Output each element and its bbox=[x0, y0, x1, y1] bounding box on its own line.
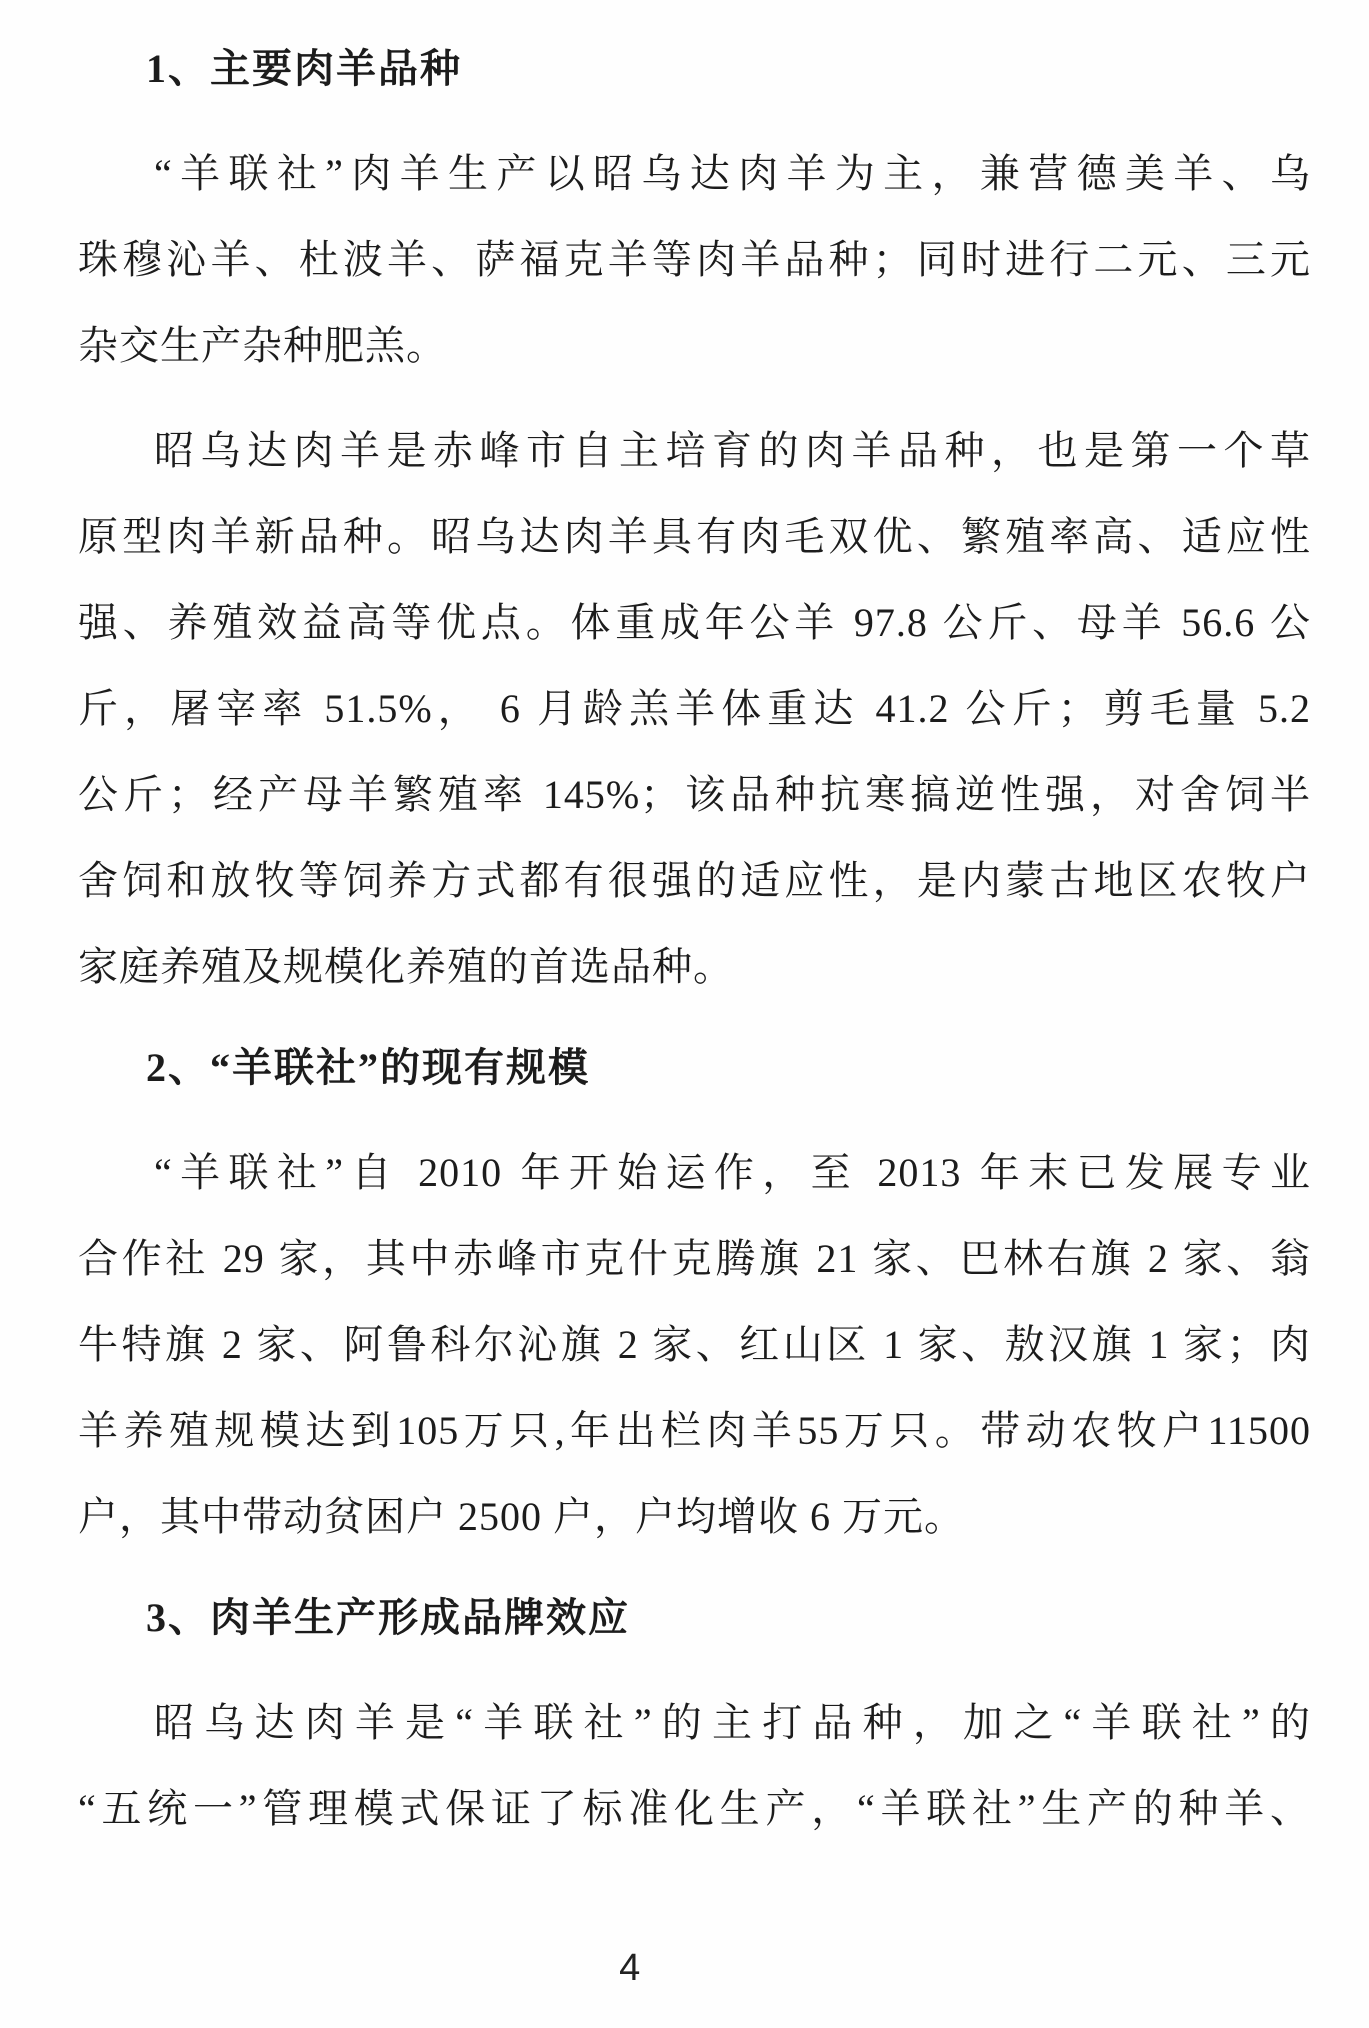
text-line: 斤，屠宰率 51.5%， 6 月龄羔羊体重达 41.2 公斤；剪毛量 5.2 bbox=[78, 686, 1311, 731]
page-number: 4 bbox=[619, 1947, 641, 1989]
text-line: 强、养殖效益高等优点。体重成年公羊 97.8 公斤、母羊 56.6 公 bbox=[78, 600, 1311, 645]
text-line: “羊联社”肉羊生产以昭乌达肉羊为主，兼营德美羊、乌 bbox=[154, 151, 1311, 196]
text-line: 1、主要肉羊品种 bbox=[146, 46, 462, 91]
text-line: “五统一”管理模式保证了标准化生产，“羊联社”生产的种羊、 bbox=[78, 1786, 1311, 1831]
text-line: 羊养殖规模达到105万只,年出栏肉羊55万只。带动农牧户11500 bbox=[78, 1408, 1311, 1453]
text-line: 牛特旗 2 家、阿鲁科尔沁旗 2 家、红山区 1 家、敖汉旗 1 家；肉 bbox=[78, 1322, 1311, 1367]
text-line: 户，其中带动贫困户 2500 户，户均增收 6 万元。 bbox=[78, 1494, 965, 1539]
text-line: 原型肉羊新品种。昭乌达肉羊具有肉毛双优、繁殖率高、适应性 bbox=[78, 514, 1311, 559]
text-line: 公斤；经产母羊繁殖率 145%；该品种抗寒搞逆性强，对舍饲半 bbox=[78, 772, 1311, 817]
text-line: 舍饲和放牧等饲养方式都有很强的适应性，是内蒙古地区农牧户 bbox=[78, 858, 1311, 903]
text-line: 2、“羊联社”的现有规模 bbox=[146, 1045, 590, 1090]
text-line: 3、肉羊生产形成品牌效应 bbox=[146, 1595, 630, 1640]
text-line: 杂交生产杂种肥羔。 bbox=[78, 323, 447, 368]
text-line: 珠穆沁羊、杜波羊、萨福克羊等肉羊品种；同时进行二元、三元 bbox=[78, 237, 1311, 282]
text-line: “羊联社”自 2010 年开始运作，至 2013 年末已发展专业 bbox=[154, 1150, 1311, 1195]
text-lines bbox=[78, 0, 1311, 1871]
text-line: 昭乌达肉羊是赤峰市自主培育的肉羊品种，也是第一个草 bbox=[154, 428, 1311, 473]
text-line: 昭乌达肉羊是“羊联社”的主打品种，加之“羊联社”的 bbox=[154, 1700, 1311, 1745]
text-line: 家庭养殖及规模化养殖的首选品种。 bbox=[78, 944, 734, 989]
text-line: 合作社 29 家，其中赤峰市克什克腾旗 21 家、巴林右旗 2 家、翁 bbox=[78, 1236, 1311, 1281]
